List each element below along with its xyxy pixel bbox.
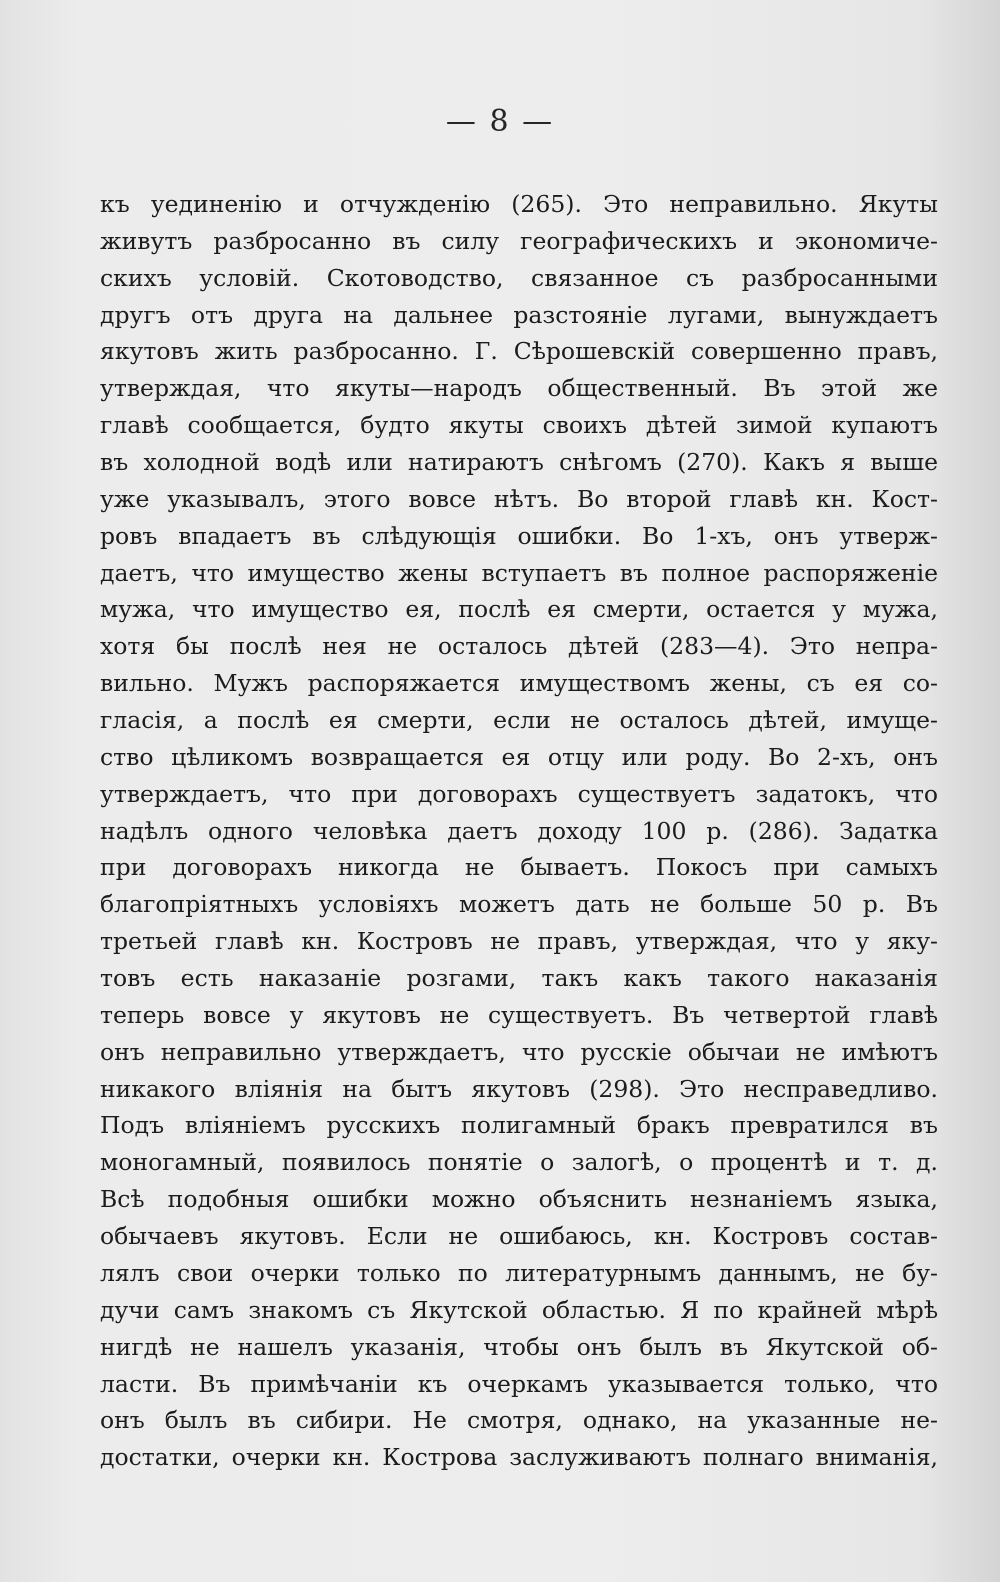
text-line: теперь вовсе у якутовъ не существуетъ. Въ четвертой главѣ	[100, 1000, 938, 1029]
text-line: дучи самъ знакомъ съ Якутской областью. Я по крайней мѣрѣ	[100, 1295, 938, 1324]
text-line: къ уединенiю и отчужденiю (265). Это неправильно. Якуты	[100, 190, 938, 218]
text-line: утверждая, что якуты—народъ общественный. Въ этой же	[100, 374, 938, 403]
text-line: при договорахъ никогда не бываетъ. Покосъ при самыхъ	[100, 853, 938, 882]
text-line: надѣлъ одного человѣка даетъ доходу 100 р. (286). Задатка	[100, 816, 938, 845]
text-line: въ холодной водѣ или натираютъ снѣгомъ (270). Какъ я выше	[100, 448, 938, 477]
text-line: ласти. Въ примѣчанiи къ очеркамъ указывается только, что	[100, 1369, 938, 1398]
text-line: гласiя, а послѣ ея смерти, если не осталось дѣтей, имуще-	[100, 706, 938, 735]
body-text	[100, 186, 938, 1476]
text-line: утверждаетъ, что при договорахъ существуетъ задатокъ, что	[100, 779, 938, 808]
text-line: Подъ влiянiемъ русскихъ полигамный бракъ превратился въ	[100, 1111, 938, 1140]
text-line: лялъ свои очерки только по литературнымъ даннымъ, не бу-	[100, 1258, 938, 1287]
text-line: уже указывалъ, этого вовсе нѣтъ. Во второй главѣ кн. Кост-	[100, 484, 938, 513]
text-line: благопрiятныхъ условiяхъ можетъ дать не больше 50 р. Въ	[100, 890, 938, 919]
text-line: главѣ сообщается, будто якуты своихъ дѣтей зимой купаютъ	[100, 411, 938, 440]
text-line: якутовъ жить разбросанно. Г. Сѣрошевскiй совершенно правъ,	[100, 337, 938, 366]
text-line: ровъ впадаетъ въ слѣдующiя ошибки. Во 1-хъ, онъ утверж-	[100, 521, 938, 550]
text-line: вильно. Мужъ распоряжается имуществомъ жены, съ ея со-	[100, 669, 938, 698]
text-line: хотя бы послѣ нея не осталось дѣтей (283—4). Это непра-	[100, 632, 938, 661]
text-line: достатки, очерки кн. Кострова заслуживаютъ полнаго вниманiя,	[100, 1443, 938, 1472]
text-line: Всѣ подобныя ошибки можно объяснить незнанiемъ языка,	[100, 1185, 938, 1214]
text-line: онъ неправильно утверждаетъ, что русскiе обычаи не имѣютъ	[100, 1037, 938, 1066]
text-line: ство цѣликомъ возвращается ея отцу или роду. Во 2-хъ, онъ	[100, 742, 938, 771]
text-line: скихъ условiй. Скотоводство, связанное съ разбросанными	[100, 263, 938, 292]
text-line: мужа, что имущество ея, послѣ ея смерти, остается у мужа,	[100, 595, 938, 624]
text-line: даетъ, что имущество жены вступаетъ въ полное распоряженiе	[100, 558, 938, 587]
text-line: товъ есть наказанiе розгами, такъ какъ такого наказанiя	[100, 964, 938, 993]
text-line: онъ былъ въ сибири. Не смотря, однако, на указанные не-	[100, 1406, 938, 1435]
text-line: живутъ разбросанно въ силу географическихъ и экономиче-	[100, 226, 938, 255]
text-line: моногамный, появилось понятiе о залогѣ, о процентѣ и т. д.	[100, 1148, 938, 1177]
text-line: другъ отъ друга на дальнее разстоянiе лугами, вынуждаетъ	[100, 300, 938, 329]
text-line: никакого влiянiя на бытъ якутовъ (298). Это несправедливо.	[100, 1074, 938, 1103]
text-line: нигдѣ не нашелъ указанiя, чтобы онъ былъ въ Якутской об-	[100, 1332, 938, 1361]
text-line: обычаевъ якутовъ. Если не ошибаюсь, кн. Костровъ состав-	[100, 1222, 938, 1251]
page-number: — 8 —	[445, 104, 555, 139]
text-line: третьей главѣ кн. Костровъ не правъ, утверждая, что у яку-	[100, 927, 938, 956]
